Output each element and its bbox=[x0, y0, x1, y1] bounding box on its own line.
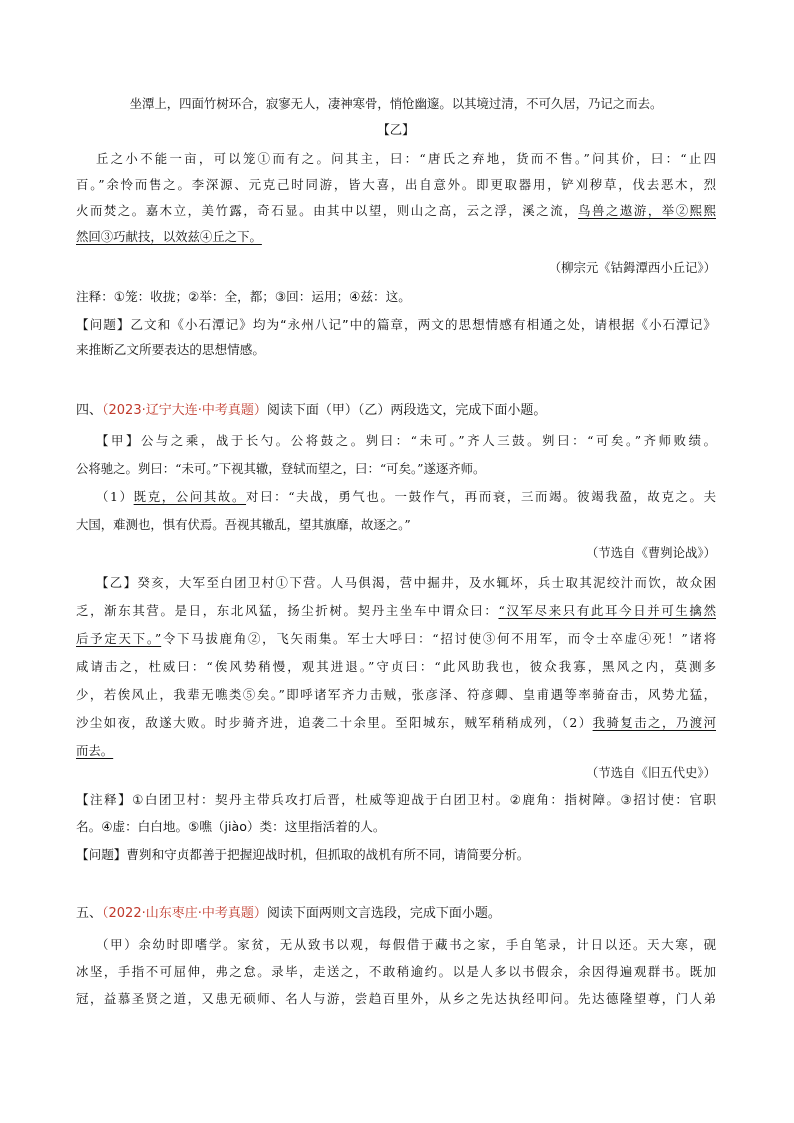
underlined-sentence: 既克，公问其故。 bbox=[133, 489, 247, 504]
underlined-sentence: 我骑复击之，乃渡河 bbox=[592, 715, 716, 730]
question-text: 【问题】乙文和《小石潭记》均为“永州八记”中的篇章，两文的思想情感有相通之处，请根据《小石潭记》 bbox=[76, 317, 716, 332]
text-line: 百。”余怜而售之。李深源、元克己时同游，皆大喜，出自意外。即更取器用，铲刈秽草，伐去恶木，烈 bbox=[76, 177, 716, 192]
text-line: 冠，益慕圣贤之道，又患无硕师、名人与游，尝趋百里外，从乡之先达执经叩问。先达德隆望尊，门人弟 bbox=[76, 991, 716, 1006]
text-line bbox=[76, 227, 716, 247]
source-citation: （柳宗元《钴鉧潭西小丘记》） bbox=[548, 260, 716, 275]
underlined-sentence: 然回③巧献技，以效兹④丘之下。 bbox=[76, 229, 262, 244]
source-citation: （节选自《曹刿论战》） bbox=[585, 545, 716, 560]
source-tag[interactable]: （2023·辽宁大连·中考真题） bbox=[102, 403, 267, 418]
text-line bbox=[76, 741, 716, 761]
text-line: 少，若俟风止，我辈无噍类⑤矣。”即呼诸军齐力击贼，张彦泽、符彦卿、皇甫遇等率骑奋击，风势尤猛， bbox=[76, 687, 716, 702]
section-title-yi: 【乙】 bbox=[377, 122, 415, 137]
text-span: （1） bbox=[96, 489, 134, 504]
text-line: 丘之小不能一亩，可以笼①而有之。问其主，曰：“唐氏之弃地，货而不售。”问其价，曰：“止四 bbox=[96, 151, 716, 166]
section-instruction: 阅读下面（甲）（乙）两段选文，完成下面小题。 bbox=[266, 403, 547, 418]
underlined-sentence: 鸟兽之遨游，举②熙熙 bbox=[578, 203, 716, 218]
text-line bbox=[76, 201, 716, 221]
section-number: 五、 bbox=[76, 906, 103, 921]
text-line: 冰坚，手指不可屈伸，弗之怠。录毕，走送之，不敢稍逾约。以是人多以书假余，余因得遍观群书。既加 bbox=[76, 964, 716, 979]
text-line: 大国，难测也，惧有伏焉。吾视其辙乱，望其旗靡，故逐之。” bbox=[76, 517, 411, 532]
text-span: 乏，渐东其营。是日，东北风猛，扬尘折树。契丹主坐车中谓众曰： bbox=[76, 603, 499, 618]
text-span: 火而焚之。嘉木立，美竹露，奇石显。由其中以望，则山之高，云之浮，溪之流， bbox=[76, 203, 579, 218]
question-text: 【问题】曹刿和守贞都善于把握迎战时机，但抓取的战机有所不同，请简要分析。 bbox=[76, 847, 530, 862]
question-text: 来推断乙文所要表达的思想情感。 bbox=[76, 342, 265, 357]
text-line bbox=[76, 629, 716, 649]
underlined-sentence: “汉军尽来只有此耳今日并可生擒然 bbox=[498, 603, 716, 618]
annotation: 注释：①笼：收拢；②举：全，都；③回：运用；④兹：这。 bbox=[76, 289, 411, 304]
text-span: 令下马拔鹿角②，飞矢雨集。军士大呼曰：“招讨使③何不用军，而令士卒虚④死！”诸将 bbox=[161, 631, 716, 646]
text-line: （甲）余幼时即嗜学。家贫，无从致书以观，每假借于藏书之家，手自笔录，计日以还。天大寒，砚 bbox=[96, 937, 716, 952]
text-line: 公将驰之。刿曰：“未可。”下视其辙，登轼而望之，曰：“可矣。”遂逐齐师。 bbox=[76, 461, 486, 476]
text-span: 沙尘如夜，敌遂大败。时步骑齐进，追袭二十余里。至阳城东，贼军稍稍成列，（2） bbox=[76, 715, 593, 730]
text-line: 【甲】公与之乘，战于长勺。公将鼓之。刿曰：“未可。”齐人三鼓。刿曰：“可矣。”齐师败绩。 bbox=[96, 433, 716, 448]
source-citation: （节选自《旧五代史》） bbox=[585, 765, 716, 780]
text-line: 坐潭上，四面竹树环合，寂寥无人，凄神寒骨，悄怆幽邃。以其境过清，不可久居，乃记之而去。 bbox=[129, 96, 663, 111]
annotation: 【注释】①白团卫村：契丹主带兵攻打后晋，杜威等迎战于白团卫村。②鹿角：指树障。③招讨使：官职 bbox=[76, 792, 716, 807]
text-line: 咸请击之，杜威曰：“俟风势稍慢，观其进退。”守贞曰：“此风助我也，彼众我寡，黑风之内，莫测多 bbox=[76, 659, 716, 674]
section-instruction: 阅读下面两则文言选段，完成下面小题。 bbox=[266, 906, 501, 921]
text-line bbox=[76, 713, 716, 733]
text-line: 【乙】癸亥，大军至白团卫村①下营。人马俱渴，营中掘井，及水辄坏，兵士取其泥绞汁而饮，故众困 bbox=[96, 575, 716, 590]
text-line bbox=[76, 601, 716, 621]
section-heading-4 bbox=[76, 401, 716, 421]
underlined-sentence: 后予定天下。” bbox=[76, 631, 162, 646]
section-heading-5 bbox=[76, 904, 716, 924]
text-span: 对曰：“夫战，勇气也。一鼓作气，再而衰，三而竭。彼竭我盈，故克之。夫 bbox=[246, 489, 716, 504]
source-tag[interactable]: （2022·山东枣庄·中考真题） bbox=[102, 906, 267, 921]
section-number: 四、 bbox=[76, 403, 103, 418]
text-line bbox=[96, 487, 716, 507]
underlined-sentence: 而去。 bbox=[76, 743, 114, 758]
annotation: 名。④虚：白白地。⑤噍（jiào）类：这里指活着的人。 bbox=[76, 819, 386, 834]
